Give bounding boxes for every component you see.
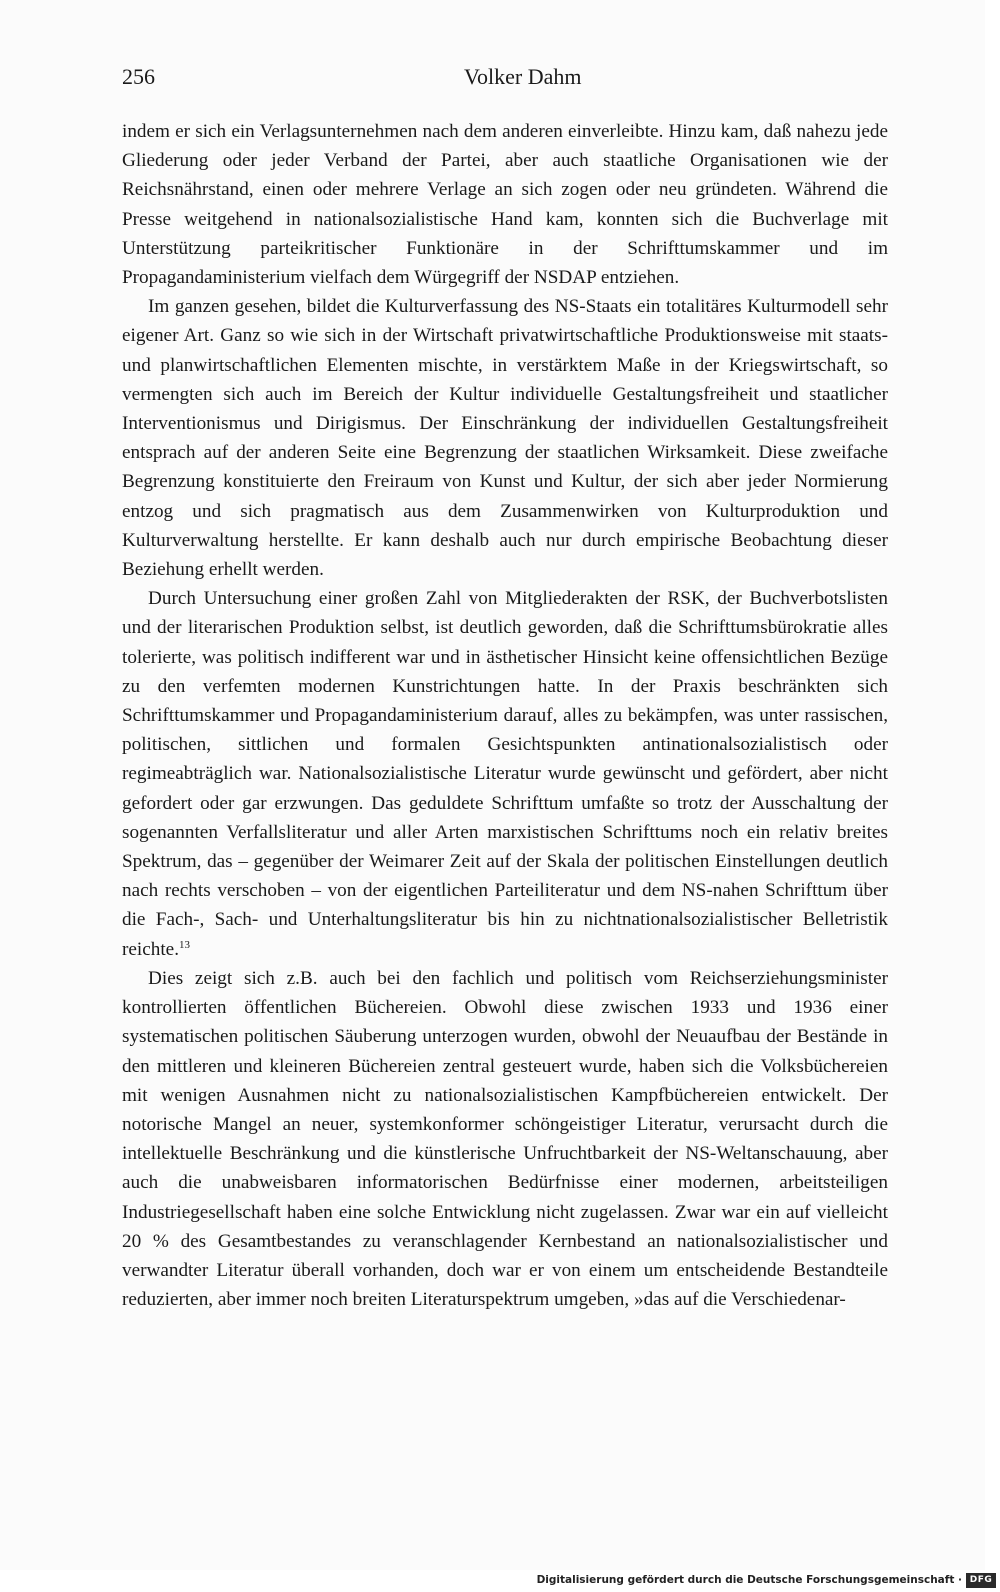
footer-bar [0, 1570, 1000, 1592]
paragraph-3-text: Durch Untersuchung einer großen Zahl von Mitgliederakten der RSK, der Buchverbotslisten und der literarischen Produktion selbst, ist deutlich geworden, daß die Schrifttumsbürokratie alles tolerierte, was politisch indifferent war und in ästhetischer Hinsicht keine offensichtlichen Bezüge zu den verfemten modernen Kunstrichtungen hatte. In der Praxis beschränkten sich Schrifttumskammer und Propagandaministerium darauf, alles zu bekämpfen, was unter rassischen, politischen, sittlichen und formalen Gesichtspunkten antinationalsozialistisch oder regimeabträglich war. Nationalsozialistische Literatur wurde gewünscht und gefördert, aber nicht gefordert oder gar erzwungen. Das geduldete Schrifttum umfaßte so trotz der Ausschaltung der sogenannten Verfallsliteratur und aller Arten marxistischen Schrifttums noch ein relativ breites Spektrum, das – gegenüber der Weimarer Zeit auf der Skala der politischen Einstellungen deutlich nach rechts verschoben – von der eigentlichen Parteiliteratur und dem NS-nahen Schrifttum über die Fach-, Sach- und Unterhaltungsliteratur bis hin zu nichtnationalsozialistischer Belletristik reichte. [122, 588, 888, 960]
running-head: Volker Dahm [464, 64, 582, 89]
page-header [122, 64, 888, 94]
page-number: 256 [122, 64, 155, 89]
paragraph-3 [122, 584, 888, 964]
footer-credit: Digitalisierung gefördert durch die Deutsche Forschungsgemeinschaft · [536, 1574, 962, 1586]
footnote-marker[interactable]: 13 [179, 938, 190, 951]
body-text [122, 117, 888, 1314]
paragraph-1: indem er sich ein Verlagsunternehmen nach dem anderen einverleibte. Hinzu kam, daß nahezu jede Gliederung oder jeder Verband der Partei, aber auch staatliche Organisationen wie der Reichsnährstand, einen oder mehrere Verlage an sich zogen oder neu gründeten. Während die Presse weitgehend in nationalsozialistische Hand kam, konnten sich die Buchverlage mit Unterstützung parteikritischer Funktionäre in der Schrifttumskammer und im Propagandaministerium vielfach dem Würgegriff der NSDAP entziehen. [122, 121, 888, 289]
paragraph-2: Im ganzen gesehen, bildet die Kulturverfassung des NS-Staats ein totalitäres Kulturmodell sehr eigener Art. Ganz so wie sich in der Wirtschaft privatwirtschaftliche Produktionsweise mit staats- und planwirtschaftlichen Elementen mischte, in verstärktem Maße in der Kriegswirtschaft, so vermengten sich auch im Bereich der Kultur individuelle Gestaltungsfreiheit und staatlicher Interventionismus und Dirigismus. Der Einschränkung der individuellen Gestaltungsfreiheit entsprach auf der anderen Seite eine Begrenzung der staatlichen Wirksamkeit. Diese zweifache Begrenzung konstituierte den Freiraum von Kunst und Kultur, der sich aber jeder Normierung entzog und sich pragmatisch aus dem Zusammenwirken von Kulturproduktion und Kulturverwaltung herstellte. Er kann deshalb auch nur durch empirische Beobachtung dieser Beziehung erhellt werden. [122, 296, 888, 581]
dfg-logo-icon: DFG [966, 1573, 996, 1588]
paragraph-4: Dies zeigt sich z.B. auch bei den fachlich und politisch vom Reichserziehungsminister kontrollierten öffentlichen Büchereien. Obwohl diese zwischen 1933 und 1936 einer systematischen politischen Säuberung unterzogen wurden, obwohl der Neuaufbau der Bestände in den mittleren und kleineren Büchereien zentral gesteuert wurde, haben sich die Volksbüchereien mit wenigen Ausnahmen nicht zu nationalsozialistischen Kampfbüchereien entwickelt. Der notorische Mangel an neuer, systemkonformer schöngeistiger Literatur, verursacht durch die intellektuelle Beschränkung und die künstlerische Unfruchtbarkeit der NS-Weltanschauung, aber auch die unabweisbaren informatorischen Bedürfnisse einer modernen, arbeitsteiligen Industriegesellschaft haben eine solche Entwicklung nicht zugelassen. Zwar war ein auf vielleicht 20 % des Gesamtbestandes zu veranschlagender Kernbestand an nationalsozialistischer und verwandter Literatur überall vorhanden, doch war er von einem um entscheidende Bestandteile reduzierten, aber immer noch breiten Literaturspektrum umgeben, »das auf die Verschiedenar- [122, 967, 888, 1311]
